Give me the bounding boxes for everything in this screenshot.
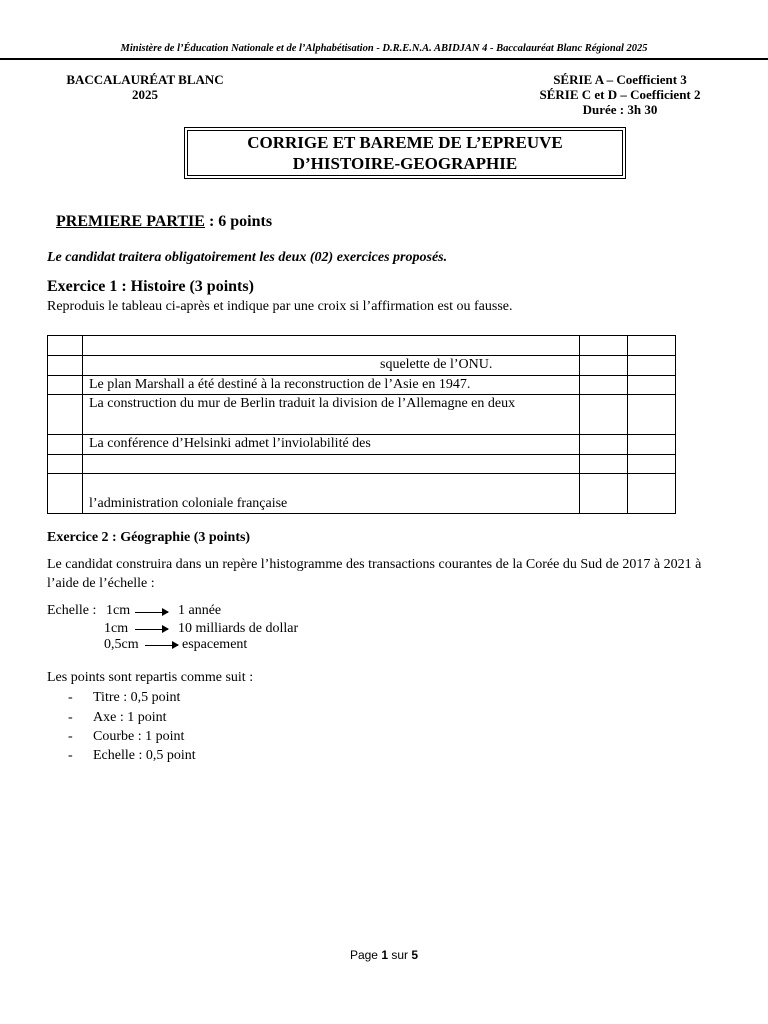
points-intro: Les points sont repartis comme suit :: [47, 670, 254, 685]
instruction: Le candidat traitera obligatoirement les deux (02) exercices proposés.: [47, 250, 448, 265]
exercise2-title: Exercice 2 : Géographie (3 points): [47, 530, 251, 545]
arrow-icon: [135, 629, 168, 630]
arrow-icon: [135, 612, 168, 613]
false-cell: [628, 336, 676, 356]
statement-cell: La construction du mur de Berlin traduit la division de l’Allemagne en deux: [83, 395, 580, 435]
table-row: [48, 474, 676, 514]
scale-right-2: 10 milliards de dollar: [178, 621, 299, 636]
scale-left-1: 1cm: [106, 603, 131, 618]
statement-cell: La conférence d’Helsinki admet l’inviolabilité des: [83, 435, 580, 455]
table-row: [48, 356, 676, 376]
table-row: [48, 395, 676, 435]
statement-cell: [83, 336, 580, 356]
ministry-header: Ministère de l’Éducation Nationale et de l’Alphabétisation - D.R.E.N.A. ABIDJAN 4 - Baccalauréat Blanc Régional 2025: [120, 43, 648, 54]
list-item: - Courbe : 1 point: [68, 729, 185, 744]
true-cell: [580, 474, 628, 514]
table-row: [48, 435, 676, 455]
exam-name-block: [60, 72, 230, 102]
false-cell: [628, 435, 676, 455]
false-cell: [628, 455, 676, 474]
exercise2-instruction: Le candidat construira dans un repère l’histogramme des transactions courantes de la Corée du Sud de 2017 à 2021 à l’aide de l’échelle :: [47, 557, 702, 591]
part-label: PREMIERE PARTIE: [56, 213, 205, 230]
part-points: : 6 points: [204, 213, 273, 230]
exam-year: 2025: [132, 87, 158, 102]
page-footer: Page 1 sur 5: [349, 948, 419, 962]
scale-label: Echelle :: [47, 603, 97, 618]
statement-cell: squelette de l’ONU.: [83, 356, 580, 376]
page-total: 5: [411, 948, 419, 962]
false-cell: [628, 474, 676, 514]
duration: Durée : 3h 30: [582, 102, 658, 117]
series-cd: SÉRIE C et D – Coefficient 2: [539, 87, 701, 102]
table-row: [48, 336, 676, 356]
true-cell: [580, 336, 628, 356]
true-cell: [580, 376, 628, 395]
false-cell: [628, 356, 676, 376]
scale-right-1: 1 année: [178, 603, 222, 618]
list-item: - Echelle : 0,5 point: [68, 748, 196, 763]
false-cell: [628, 376, 676, 395]
false-cell: [628, 395, 676, 435]
scale-right-3: espacement: [182, 637, 248, 652]
scale-left-3: 0,5cm: [104, 637, 139, 652]
table-row: [48, 376, 676, 395]
list-item: - Titre : 0,5 point: [68, 690, 181, 705]
exam-name: BACCALAURÉAT BLANC: [66, 72, 224, 87]
title-line-2: D’HISTOIRE-GEOGRAPHIE: [292, 154, 518, 173]
page-number: 1: [381, 948, 388, 962]
statement-cell: l’administration coloniale française: [83, 474, 580, 514]
true-cell: [580, 395, 628, 435]
series-a: SÉRIE A – Coefficient 3: [553, 72, 687, 87]
scale-left-2: 1cm: [104, 621, 129, 636]
list-item: - Axe : 1 point: [68, 710, 167, 725]
true-false-table: [47, 335, 676, 514]
arrow-icon: [145, 645, 178, 646]
statement-cell: [83, 455, 580, 474]
header-divider: [0, 58, 768, 60]
document-title-box: [184, 127, 626, 179]
true-cell: [580, 435, 628, 455]
title-line-1: CORRIGE ET BAREME DE L’EPREUVE: [247, 133, 563, 152]
true-cell: [580, 356, 628, 376]
table-row: [48, 455, 676, 474]
series-block: [520, 72, 720, 117]
exercise1-title: Exercice 1 : Histoire (3 points): [47, 278, 254, 295]
true-cell: [580, 455, 628, 474]
statement-cell: Le plan Marshall a été destiné à la reconstruction de l’Asie en 1947.: [83, 376, 580, 395]
part-heading: [56, 213, 272, 231]
exercise1-instruction: Reproduis le tableau ci-après et indique par une croix si l’affirmation est ou fausse.: [47, 299, 513, 314]
